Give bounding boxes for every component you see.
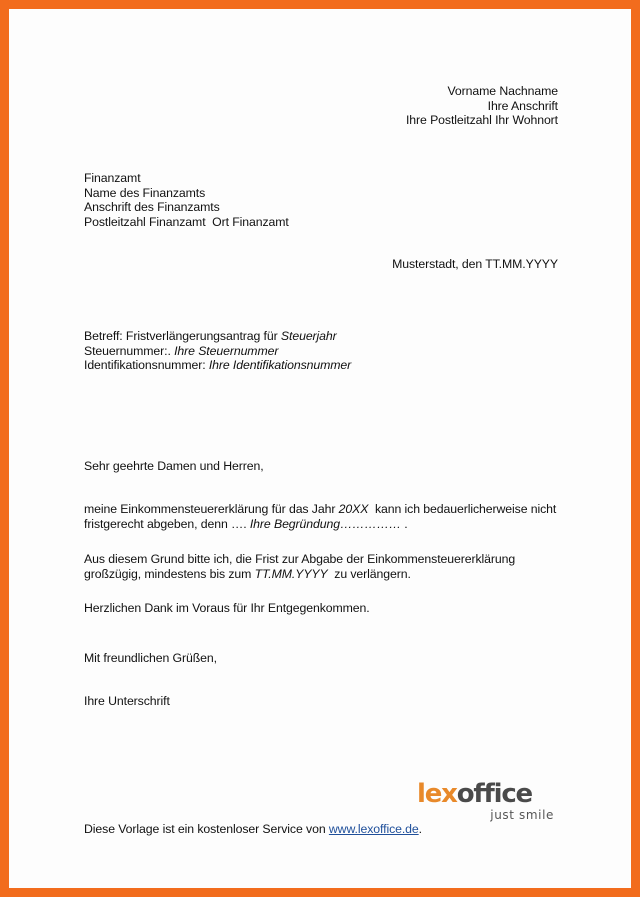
subject-label: Betreff: Fristverlängerungsantrag für xyxy=(84,329,281,343)
paragraph-reason-text-1: meine Einkommensteuererklärung für das Jahr xyxy=(84,502,339,516)
letter-date: Musterstadt, den TT.MM.YYYY xyxy=(392,257,558,271)
reason-placeholder: Ihre Begründung…………… xyxy=(249,516,401,531)
recipient-block xyxy=(84,171,289,229)
recipient-line-4: Postleitzahl Finanzamt Ort Finanzamt xyxy=(84,214,289,229)
sender-name: Vorname Nachname xyxy=(447,84,558,98)
lexoffice-link[interactable]: www.lexoffice.de xyxy=(328,822,419,836)
tax-year-placeholder: 20XX xyxy=(338,502,369,516)
logo-tagline: just smile xyxy=(490,808,554,822)
paragraph-reason-text-2: kann ich bedauerlicherweise nicht fristgerecht abgeben, denn …. xyxy=(84,502,560,531)
logo-wordmark xyxy=(417,779,532,809)
subject-block xyxy=(84,329,351,373)
paragraph-thanks: Herzlichen Dank im Voraus für Ihr Entgegenkommen. xyxy=(84,601,370,615)
paragraph-reason-text-3: . xyxy=(400,516,408,531)
subject-value: Steuerjahr xyxy=(280,329,337,343)
recipient-line-1: Finanzamt xyxy=(84,171,141,185)
lexoffice-logo xyxy=(417,779,562,825)
footer-text: Diese Vorlage ist ein kostenloser Service von xyxy=(84,822,329,836)
footer-end: . xyxy=(418,822,422,836)
signature: Ihre Unterschrift xyxy=(84,694,170,708)
sender-address: Ihre Anschrift xyxy=(487,98,558,113)
footer xyxy=(84,822,422,837)
letter-page xyxy=(9,9,631,888)
tax-number-line xyxy=(84,344,351,359)
sender-block xyxy=(406,84,558,128)
id-number-value: Ihre Identifikationsnummer xyxy=(208,358,352,372)
tax-number-label: Steuernummer:. xyxy=(84,343,175,358)
deadline-placeholder: TT.MM.YYYY xyxy=(254,566,328,581)
id-number-label: Identifikationsnummer: xyxy=(84,358,209,372)
logo-office: office xyxy=(456,779,532,809)
tax-number-value: Ihre Steuernummer xyxy=(174,343,279,358)
recipient-line-3: Anschrift des Finanzamts xyxy=(84,200,220,214)
paragraph-request xyxy=(84,552,564,581)
salutation: Sehr geehrte Damen und Herren, xyxy=(84,459,264,473)
closing: Mit freundlichen Grüßen, xyxy=(84,651,217,665)
paragraph-request-text-1: Aus diesem Grund bitte ich, die Frist zur Abgabe der Einkommensteuererklärung großzügig, mindestens bis zum xyxy=(84,552,519,581)
paragraph-request-text-2: zu verlängern. xyxy=(327,566,411,581)
id-number-line xyxy=(84,358,351,373)
subject-line xyxy=(84,329,351,344)
sender-city: Ihre Postleitzahl Ihr Wohnort xyxy=(405,113,558,127)
paragraph-reason xyxy=(84,502,564,531)
recipient-line-2: Name des Finanzamts xyxy=(84,185,206,200)
logo-lex: lex xyxy=(417,779,457,809)
